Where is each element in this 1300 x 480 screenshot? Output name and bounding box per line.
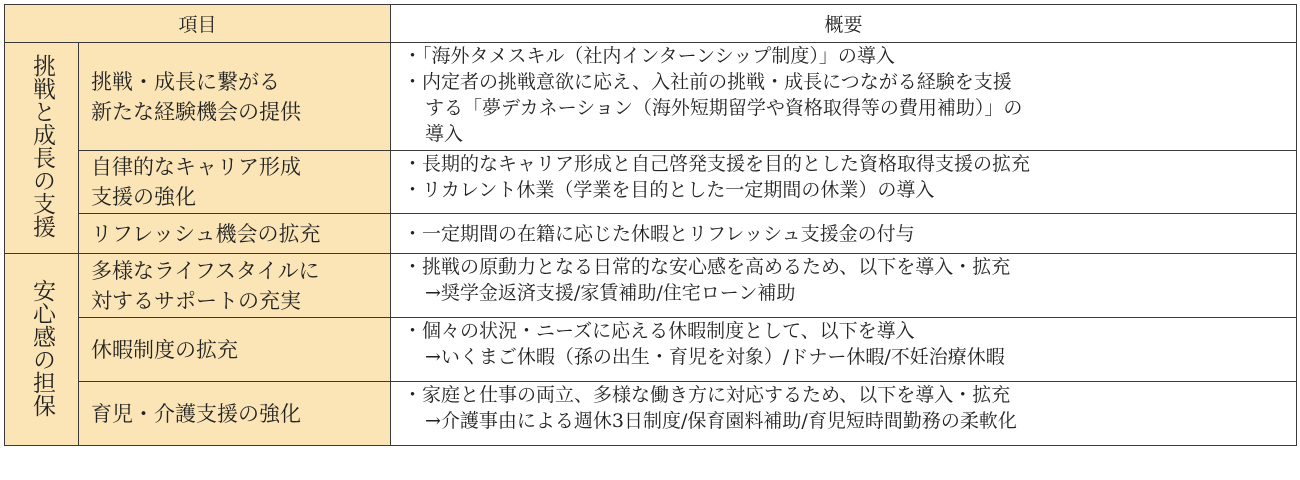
- group-peace-of-mind: [5, 254, 79, 446]
- overview-line: する「夢デカネーション（海外短期留学や資格取得等の費用補助）」の: [425, 97, 1023, 119]
- table-row: [5, 318, 1297, 382]
- group-challenge-growth: [5, 43, 79, 254]
- item-line: 休暇制度の拡充: [91, 337, 238, 362]
- table-row: [5, 254, 1297, 318]
- overview-cell: [391, 214, 1297, 254]
- policy-table: [4, 4, 1297, 446]
- overview-line: ・内定者の挑戦意欲に応え、入社前の挑戦・成長につながる経験を支援: [403, 71, 1012, 93]
- table-row: [5, 43, 1297, 151]
- item-line: 新たな経験機会の提供: [91, 99, 301, 124]
- overview-line: →奨学金返済支援/家賃補助/住宅ローン補助: [425, 282, 796, 304]
- overview-line: →介護事由による週休3日制度/保育園料補助/育児短時間勤務の柔軟化: [425, 410, 1017, 432]
- overview-line: ・個々の状況・ニーズに応える休暇制度として、以下を導入: [403, 320, 915, 342]
- overview-line: ・長期的なキャリア形成と自己啓発支援を目的とした資格取得支援の拡充: [403, 153, 1031, 175]
- overview-line: ・一定期間の在籍に応じた休暇とリフレッシュ支援金の付与: [403, 222, 915, 245]
- item-cell: [79, 254, 391, 318]
- item-line: 対するサポートの充実: [91, 288, 301, 313]
- group-label: 挑戦と成長の支援: [29, 54, 55, 238]
- item-cell: [79, 214, 391, 254]
- overview-line: 導入: [425, 123, 464, 145]
- overview-cell: [391, 382, 1297, 446]
- overview-line: ・リカレント休業（学業を目的とした一定期間の休業）の導入: [403, 179, 935, 201]
- item-line: 支援の強化: [91, 185, 196, 209]
- overview-line: ・家庭と仕事の両立、多様な働き方に対応するため、以下を導入・拡充: [403, 384, 1011, 406]
- table-row: [5, 382, 1297, 446]
- item-line: 挑戦・成長に繋がる: [91, 69, 280, 94]
- item-cell: [79, 151, 391, 214]
- table-row: [5, 151, 1297, 214]
- item-cell: [79, 43, 391, 151]
- item-line: リフレッシュ機会の拡充: [91, 221, 321, 246]
- item-cell: [79, 318, 391, 382]
- item-line: 多様なライフスタイルに: [91, 258, 320, 283]
- overview-line: ・「海外タメスキル（社内インターンシップ制度）」の導入: [403, 45, 895, 67]
- item-line: 自律的なキャリア形成: [91, 155, 301, 179]
- overview-cell: [391, 318, 1297, 382]
- overview-cell: [391, 43, 1297, 151]
- overview-line: →いくまご休暇（孫の出生・育児を対象）/ドナー休暇/不妊治療休暇: [425, 346, 1005, 368]
- table-row: [5, 214, 1297, 254]
- header-overview: 概要: [391, 5, 1297, 43]
- item-cell: [79, 382, 391, 446]
- header-row: [5, 5, 1297, 43]
- item-line: 育児・介護支援の強化: [91, 401, 301, 426]
- group-label: 安心感の担保: [29, 278, 55, 417]
- overview-cell: [391, 151, 1297, 214]
- header-item: 項目: [5, 5, 391, 43]
- overview-cell: [391, 254, 1297, 318]
- overview-line: ・挑戦の原動力となる日常的な安心感を高めるため、以下を導入・拡充: [403, 256, 1011, 278]
